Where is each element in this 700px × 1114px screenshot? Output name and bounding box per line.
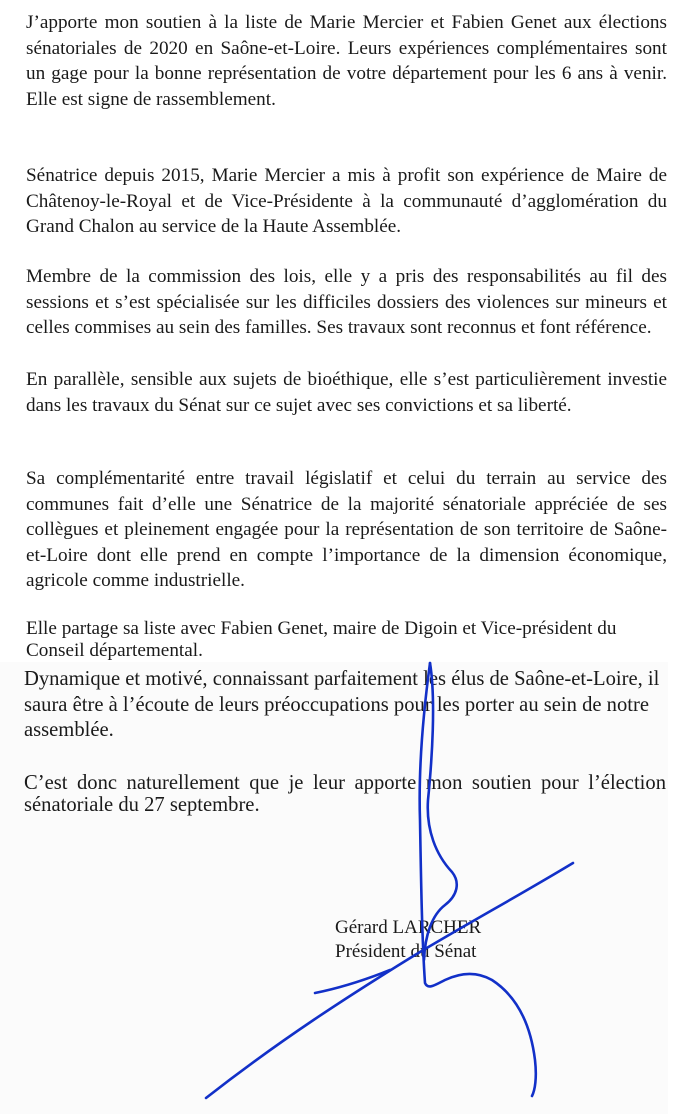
paragraph-support: J’apporte mon soutien à la liste de Marie Mercier et Fabien Genet aux élections sénatoriales de 2020 en Saône-et-Loire. Leurs expériences complémentaires sont un gage pour la bonne représentation de votre département pour les 6 ans à venir. Elle est signe de rassemblement. [26,12,667,110]
paragraph-complementarity: Sa complémentarité entre travail législatif et celui du terrain au service des communes fait d’elle une Sénatrice de la majorité sénatoriale appréciée de ses collègues et pleinement engagée pour la représentation de son territoire de Saône-et-Loire dont elle prend en compte l’importance de la dimension économique, agricole comme industrielle. [26,468,667,591]
signature-block [335,916,481,964]
paragraph-fabien-genet: Elle partage sa liste avec Fabien Genet, maire de Digoin et Vice-président du Conseil départemental. [26,618,617,661]
paragraph-senator-experience: Sénatrice depuis 2015, Marie Mercier a mis à profit son expérience de Maire de Châtenoy-le-Royal et de Vice-Présidente à la communauté d’agglomération du Grand Chalon au service de la Haute Assemblée. [26,165,667,237]
paragraph-commission: Membre de la commission des lois, elle y a pris des responsabilités au fil des sessions et s’est spécialisée sur les difficiles dossiers des violences sur mineurs et celles commises au sein des familles. Ses travaux sont reconnus et font référence. [26,266,667,338]
signatory-name: Gérard LARCHER [335,917,482,938]
paragraph-conclusion: C’est donc naturellement que je leur apporte mon soutien pour l’élection sénatoriale du 27 septembre. [24,772,666,816]
paragraph-bioethics: En parallèle, sensible aux sujets de bioéthique, elle s’est particulièrement investie dans les travaux du Sénat sur ce sujet avec ses convictions et sa liberté. [26,369,667,416]
signatory-title: Président du Sénat [335,941,477,962]
paragraph-dynamic: Dynamique et motivé, connaissant parfaitement les élus de Saône-et-Loire, il saura être à l’écoute de leurs préoccupations pour les porter au sein de notre assemblée. [24,668,660,741]
